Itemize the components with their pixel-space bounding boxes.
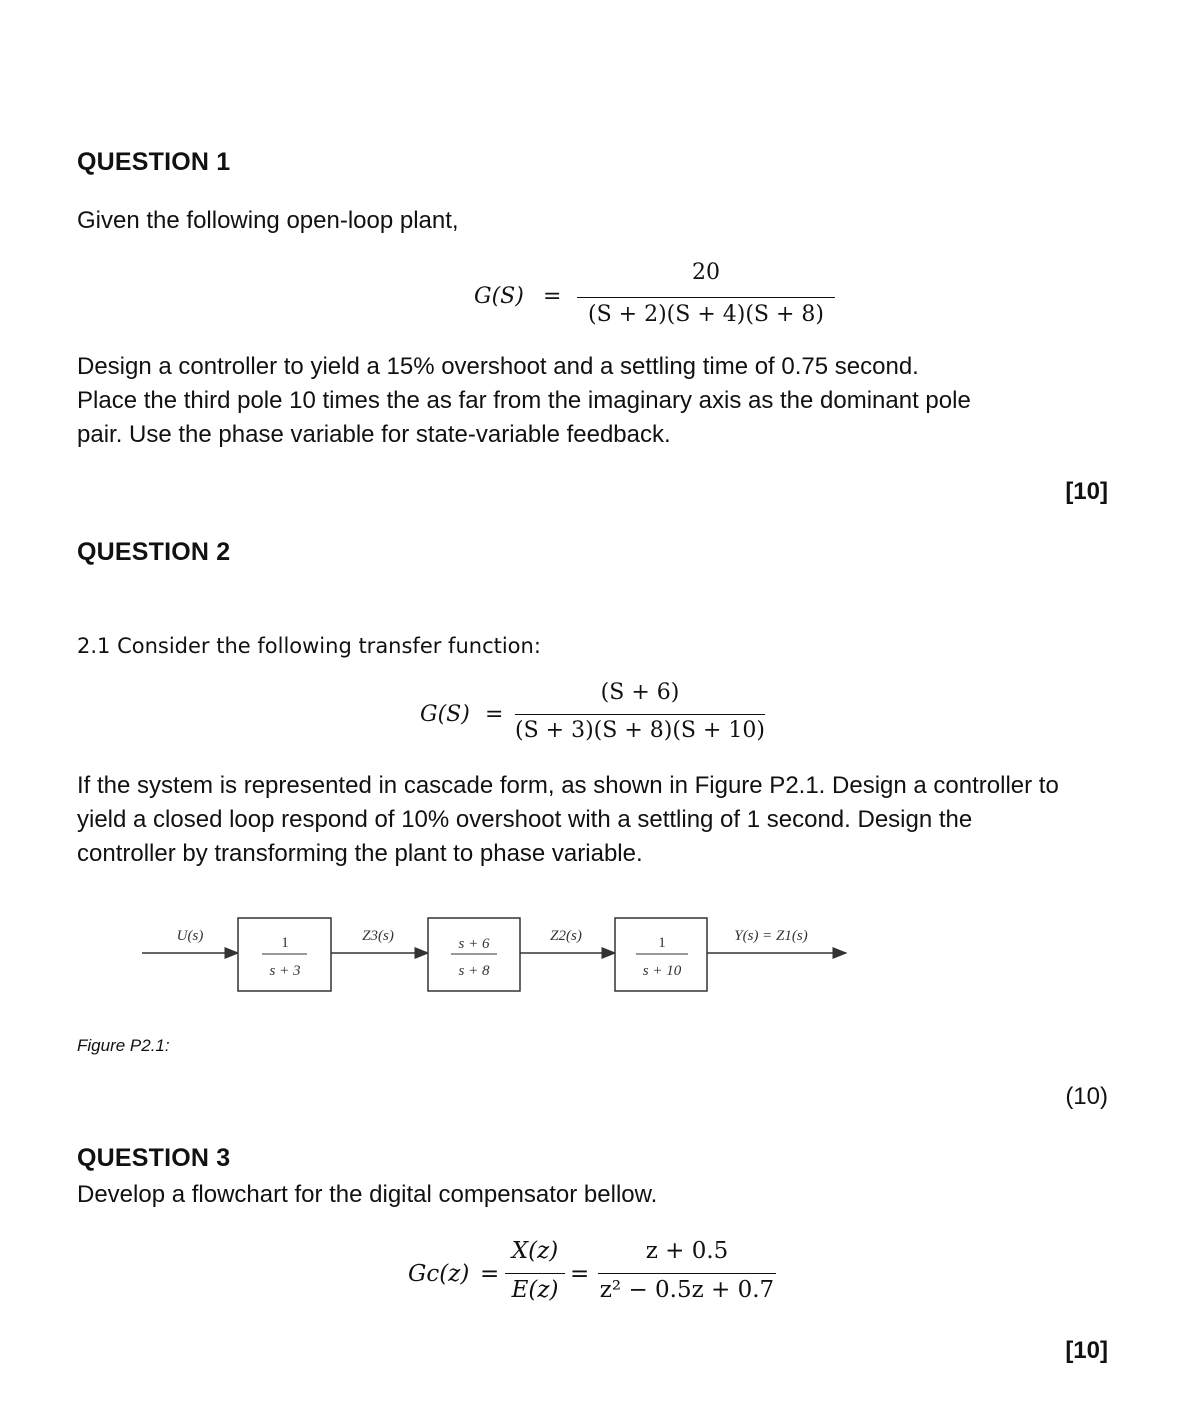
equation-numerator: 20	[692, 260, 720, 285]
equation-mid-denominator: E(z)	[511, 1277, 559, 1303]
block-1-denominator: s + 3	[269, 963, 301, 979]
equation-equals-2: =	[570, 1261, 590, 1287]
question-1-text-line-2: Place the third pole 10 times the as far from the imaginary axis as the dominant pole	[77, 387, 971, 414]
z3-label: Z3(s)	[362, 928, 394, 944]
z2-label: Z2(s)	[550, 928, 582, 944]
equation-lhs: G(S)	[474, 284, 524, 309]
block-2-denominator: s + 8	[458, 963, 490, 979]
equation-lhs: G(S)	[420, 702, 470, 727]
question-1-intro: Given the following open-loop plant,	[77, 207, 459, 234]
question-1-text-line-1: Design a controller to yield a 15% overshoot and a settling time of 0.75 second.	[77, 353, 919, 380]
equation-equals-1: =	[480, 1261, 500, 1287]
question-3-intro: Develop a flowchart for the digital compensator bellow.	[77, 1181, 658, 1208]
fraction-bar-2	[598, 1273, 776, 1274]
equation-lhs: Gc(z)	[408, 1261, 470, 1287]
equation-equals: =	[543, 284, 562, 309]
question-1-marks: [10]	[1065, 478, 1108, 505]
question-3-marks: [10]	[1065, 1337, 1108, 1364]
cascade-block-diagram	[0, 905, 1179, 1005]
fraction-bar	[515, 714, 765, 715]
fraction-bar-1	[505, 1273, 565, 1274]
question-2-heading: QUESTION 2	[77, 538, 231, 566]
equation-mid-numerator: X(z)	[511, 1238, 559, 1264]
figure-caption: Figure P2.1:	[77, 1036, 170, 1055]
block-2-numerator: s + 6	[458, 936, 490, 952]
equation-denominator: z² − 0.5z + 0.7	[599, 1277, 775, 1303]
question-1-heading: QUESTION 1	[77, 148, 231, 176]
equation-denominator: (S + 3)(S + 8)(S + 10)	[515, 718, 765, 743]
question-3-heading: QUESTION 3	[77, 1144, 231, 1172]
block-1-numerator: 1	[281, 935, 289, 951]
fraction-bar	[577, 297, 835, 298]
equation-equals: =	[485, 702, 504, 727]
equation-denominator: (S + 2)(S + 4)(S + 8)	[588, 302, 824, 327]
input-label: U(s)	[176, 928, 204, 944]
question-2-text-line-2: yield a closed loop respond of 10% overshoot with a settling of 1 second. Design the	[77, 806, 973, 833]
question-2-text-line-1: If the system is represented in cascade form, as shown in Figure P2.1. Design a controller to	[77, 772, 1059, 799]
equation-numerator: z + 0.5	[645, 1238, 729, 1264]
question-2-text-line-3: controller by transforming the plant to phase variable.	[77, 840, 643, 867]
block-3-denominator: s + 10	[642, 963, 682, 979]
question-2-sub-intro: 2.1 Consider the following transfer function:	[77, 634, 541, 658]
equation-numerator: (S + 6)	[600, 680, 680, 705]
output-label: Y(s) = Z1(s)	[734, 928, 808, 944]
question-1-text-line-3: pair. Use the phase variable for state-variable feedback.	[77, 421, 671, 448]
question-2-marks: (10)	[1065, 1083, 1108, 1110]
block-3-numerator: 1	[658, 935, 666, 951]
